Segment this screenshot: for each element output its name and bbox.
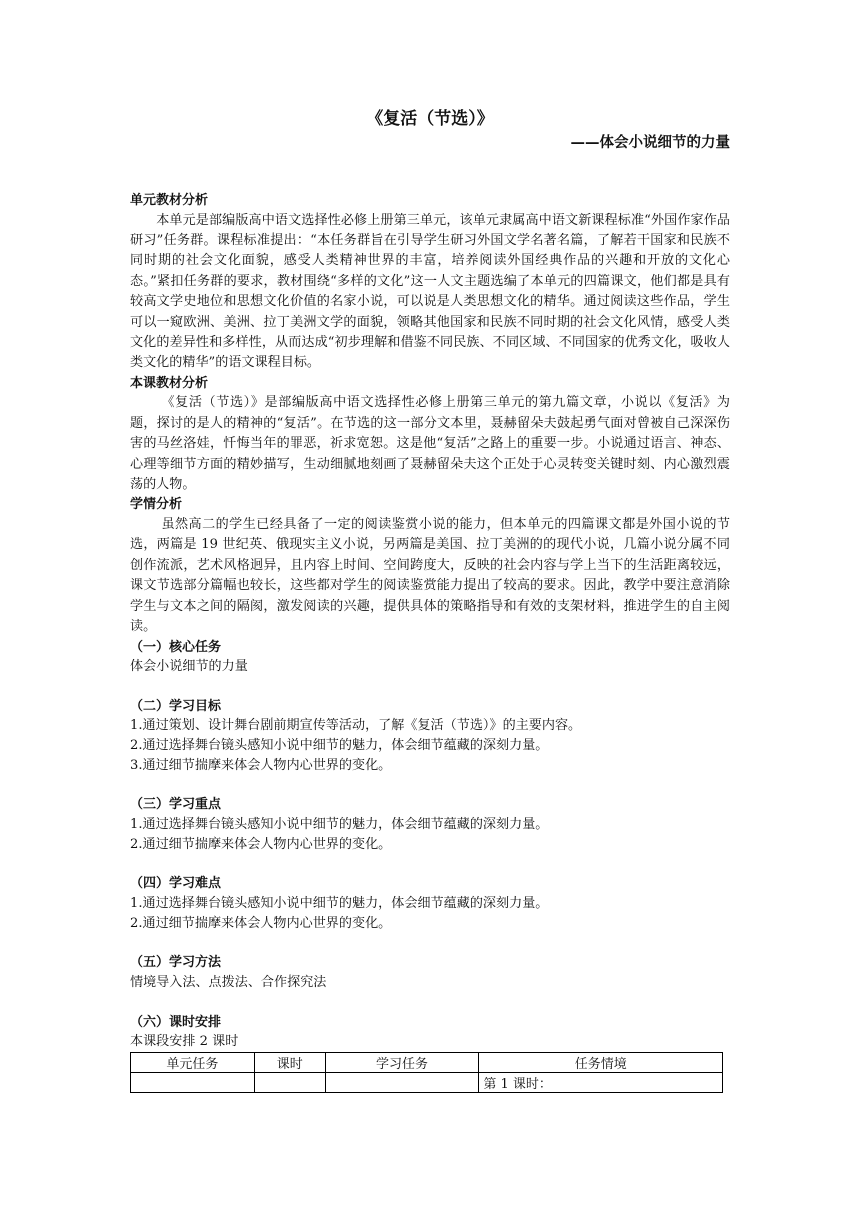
objective-item: 1.通过策划、设计舞台剧前期宣传等活动，了解《复活（节选）》的主要内容。	[130, 718, 582, 734]
objective-item: 3.通过细节揣摩来体会人物内心世界的变化。	[130, 757, 392, 773]
methods-heading: （五）学习方法	[130, 955, 222, 971]
student-analysis-paragraph: 虽然高二的学生已经具备了一定的阅读鉴赏小说的能力，但本单元的四篇课文都是外国小说的节选，两篇是 19 世纪英、俄现实主义小说，另两篇是美国、拉丁美洲的的现代小说，几篇小说分属不同创作流派，艺术风格迥异，且内容上时间、空间跨度大，反映的社会内容与学上当下的生活距离较远，课文节选部分篇幅也较长，这些都对学生的阅读鉴赏能力提出了较高的要求。因此，教学中要注意消除学生与文本之间的隔阂，激发阅读的兴趣，提供具体的策略指导和有效的支架材料，推进学生的自主阅读。	[130, 517, 730, 635]
table-header-cell: 学习任务	[325, 1053, 479, 1073]
table-header-cell: 任务情境	[479, 1053, 723, 1073]
difficulty-item: 2.通过细节揣摩来体会人物内心世界的变化。	[130, 915, 392, 931]
key-point-item: 2.通过细节揣摩来体会人物内心世界的变化。	[130, 836, 392, 852]
objectives-heading: （二）学习目标	[130, 698, 222, 714]
section-heading-unit-analysis: 单元教材分析	[130, 193, 209, 208]
table-cell: 第 1 课时：	[479, 1073, 723, 1093]
key-point-item: 1.通过选择舞台镜头感知小说中细节的魅力，体会细节蕴藏的深刻力量。	[130, 817, 549, 833]
difficulty-item: 1.通过选择舞台镜头感知小说中细节的魅力，体会细节蕴藏的深刻力量。	[130, 896, 549, 912]
table-header-cell: 单元任务	[131, 1053, 255, 1073]
table-header-cell: 课时	[254, 1053, 325, 1073]
table-cell	[325, 1073, 479, 1093]
key-points-heading: （三）学习重点	[130, 797, 222, 813]
table-cell	[131, 1073, 255, 1093]
table-header-row	[131, 1053, 723, 1073]
lesson-analysis-paragraph: 《复活（节选）》是部编版高中语文选择性必修上册第三单元的第九篇文章，小说以《复活》为题，探讨的是人的精神的“复活”。在节选的这一部分文本里，聂赫留朵夫鼓起勇气面对曾被自己深深伤害的马丝洛娃，忏悔当年的罪恶，祈求宽恕。这是他“复活”之路上的重要一步。小说通过语言、神态、心理等细节方面的精妙描写，生动细腻地刻画了聂赫留朵夫这个正处于心灵转变关键时刻、内心激烈震荡的人物。	[130, 395, 730, 493]
unit-analysis-paragraph: 本单元是部编版高中语文选择性必修上册第三单元，该单元隶属高中语文新课程标准“外国作家作品研习”任务群。课程标准提出：“本任务群旨在引导学生研习外国文学名著名篇，了解若干国家和民族不同时期的社会文化面貌，感受人类精神世界的丰富，培养阅读外国经典作品的兴趣和开放的文化心态。”紧扣任务群的要求，教材围绕“多样的文化”这一人文主题选编了本单元的四篇课文，他们都是具有较高文学史地位和思想文化价值的名家小说，可以说是人类思想文化的精华。通过阅读这些作品，学生可以一窥欧洲、美洲、拉丁美洲文学的面貌，领略其他国家和民族不同时期的社会文化风情，感受人类文化的差异性和多样性，从而达成“初步理解和借鉴不同民族、不同区域、不同国家的优秀文化，吸收人类文化的精华”的语文课程目标。	[130, 212, 730, 371]
document-body	[130, 191, 730, 1052]
table-cell	[254, 1073, 325, 1093]
methods-text: 情境导入法、点拨法、合作探究法	[130, 975, 327, 991]
schedule-table	[130, 1052, 723, 1093]
table-row	[131, 1073, 723, 1093]
section-heading-lesson-analysis: 本课教材分析	[130, 375, 209, 391]
core-task-heading: （一）核心任务	[130, 639, 222, 655]
section-heading-student-analysis: 学情分析	[130, 497, 183, 513]
schedule-text: 本课段安排 2 课时	[130, 1034, 239, 1050]
difficulties-heading: （四）学习难点	[130, 876, 222, 892]
schedule-heading: （六）课时安排	[130, 1014, 222, 1030]
document-subtitle: ——体会小说细节的力量	[570, 135, 730, 151]
core-task-text: 体会小说细节的力量	[130, 659, 248, 675]
document-title: 《复活（节选）》	[366, 109, 494, 129]
objective-item: 2.通过选择舞台镜头感知小说中细节的魅力，体会细节蕴藏的深刻力量。	[130, 738, 549, 754]
